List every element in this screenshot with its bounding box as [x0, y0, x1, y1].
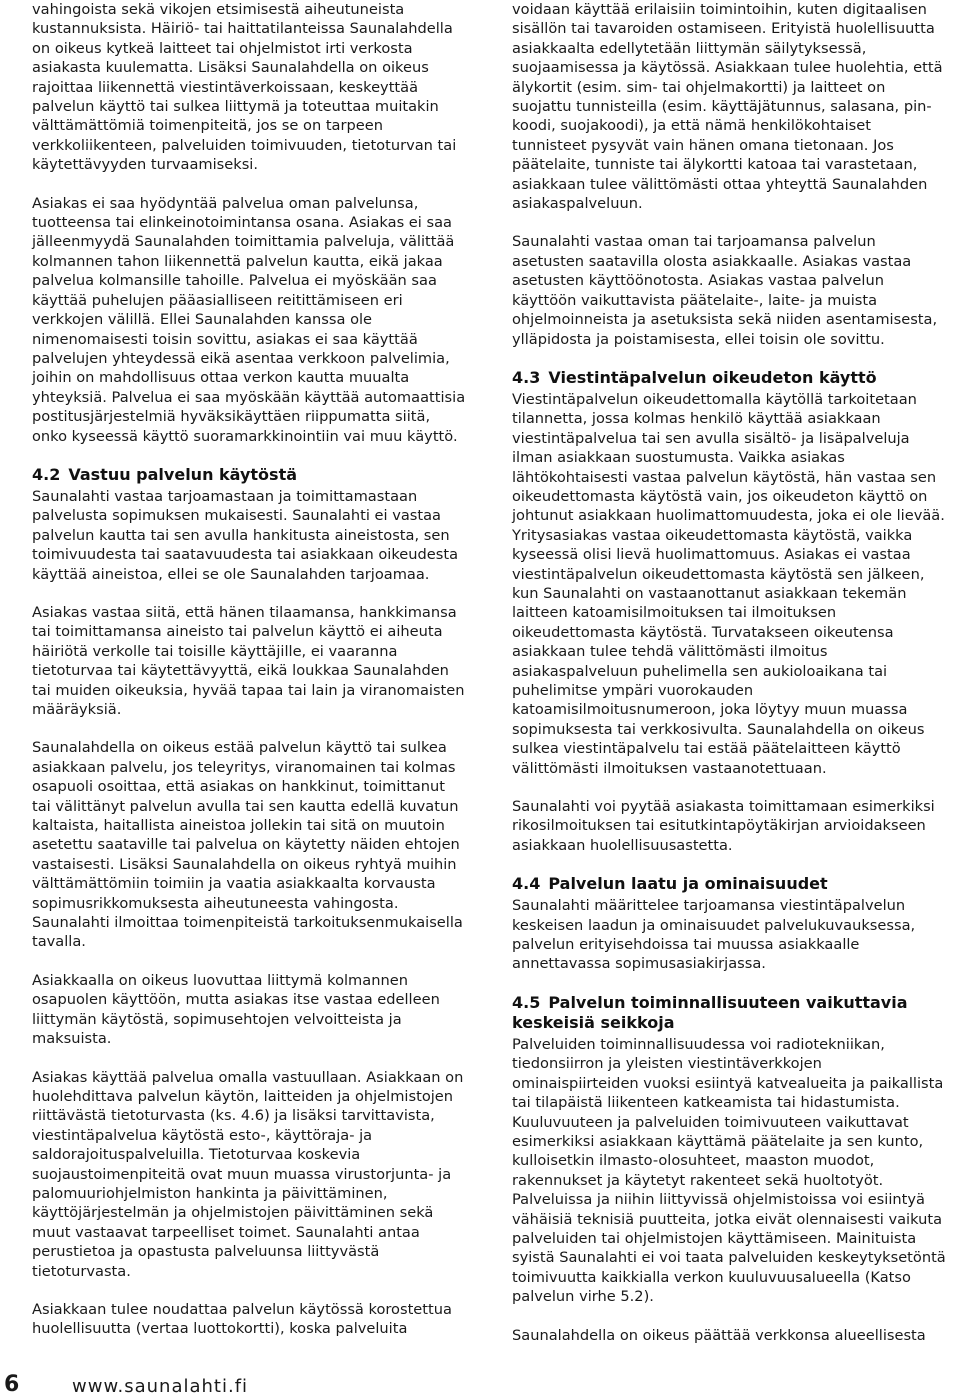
section-title: Palvelun toiminnallisuuteen vaikuttavia keskeisiä seikkoja — [512, 992, 908, 1032]
body-paragraph: Palveluiden toiminnallisuudessa voi radiotekniikan, tiedonsiirron ja yleisten viestintäverkkojen ominaispiirteiden vuoksi esiintyä katvealueita ja paikallista tai tilapäistä liikenteen katkeamista tai hidastumista. Kuuluvuuteen ja palveluiden toimivuuteen vaikuttavat esimerkiksi asiakkaan käyttämä päätelaite ja sen kunto, kulloisetkin ilmasto-olosuhteet, maaston muodot, rakennukset ja käytetyt rakenteet sekä huoltotyöt. Palveluissa ja niihin liittyvissä ohjelmistoissa voi esiintyä vähäisiä teknisiä puutteita, jotka eivät olennaisesti vaikuta palveluiden tai ohjelmistojen käyttämiseen. Mainituista syistä Saunalahti ei voi taata palveluiden keskeytyksetöntä toimivuutta kaikkialla verkon kuuluvuusalueella (Katso palvelun virhe 5.2). — [512, 1035, 946, 1306]
section-title: Palvelun laatu ja ominaisuudet — [548, 874, 828, 894]
body-paragraph: Asiakas ei saa hyödyntää palvelua oman palvelunsa, tuotteensa tai elinkeinotoimintansa osana. Asiakas ei saa jälleenmyydä Saunalahden toimittamia palveluja, välittää kolmannen tahon liikennettä palvelun kautta, eikä jakaa palvelua kolmansille tahoille. Palvelua ei myöskään saa käyttää puhelujen pääasialliseen reitittämiseen eri verkkojen välillä. Ellei Saunalahden kanssa ole nimenomaisesti toisin sovittu, asiakas ei saa käyttää palvelujen yhteydessä eikä asentaa verkkoon palvelimia, joihin on mahdollisuus ottaa verkon kautta muualta yhteyksiä. Palvelua ei saa myöskään käyttää automaattisia postitusjärjestelmiä hyväksikäyttäen riippumatta siitä, onko kyseessä käyttö suoramarkkinointiin vai muu käyttö. — [32, 194, 466, 445]
section-number: 4.5 — [512, 992, 541, 1012]
section-number: 4.2 — [32, 464, 61, 484]
section-number: 4.3 — [512, 367, 541, 387]
section-title: Vastuu palvelun käytöstä — [68, 464, 298, 484]
right-column — [512, 0, 948, 1364]
section-heading — [32, 465, 468, 485]
page-number: 6 — [4, 1372, 20, 1397]
section-number: 4.4 — [512, 874, 541, 894]
body-paragraph: vahingoista sekä vikojen etsimisestä aiheutuneista kustannuksista. Häiriö- tai haittatilanteissa Saunalahdella on oikeus kytkeä laitteet tai ohjelmistot irti verkosta asiakasta kuulematta. Lisäksi Saunalahdella on oikeus rajoittaa liikennettä viestintäverkoissaan, keskeyttää palvelun käyttö tai sulkea liittymä ja toteuttaa muitakin välttämättömiä toimenpiteitä, jos se on tarpeen verkkoliikenteen, palveluiden toimivuuden, tietoturvan tai käytettävyyden turvaamiseksi. — [32, 1, 457, 174]
body-paragraph: Saunalahdella on oikeus päättää verkkonsa alueellisesta — [512, 1326, 926, 1344]
body-paragraph: Asiakkaalla on oikeus luovuttaa liittymä kolmannen osapuolen käyttöön, mutta asiakas itse vastaa edelleen liittymän käytöstä, sopimusehtojen velvoitteista ja maksuista. — [32, 971, 440, 1048]
body-paragraph: Saunalahti voi pyytää asiakasta toimittamaan esimerkiksi rikosilmoituksen tai esitutkintapöytäkirjan arvioidakseen asiakkaan huolellisuusastetta. — [512, 798, 935, 854]
section-heading — [512, 993, 948, 1033]
body-paragraph: Saunalahti vastaa oman tai tarjoamansa palvelun asetusten saatavilla olosta asiakkaalle. Asiakas vastaa asetusten käyttöönotosta. Asiakas vastaa palvelun käyttöön vaikuttavista päätelaite-, laite- ja muista ohjelmoinneista ja asetuksista sekä niiden asentamisesta, ylläpidosta ja poistamisesta, ellei toisin ole sovittu. — [512, 233, 938, 348]
body-paragraph: Asiakas käyttää palvelua omalla vastuullaan. Asiakkaan on huolehdittava palvelun käytön, laitteiden ja ohjelmistojen riittävästä tietoturvasta (ks. 4.6) ja lisäksi tarvittavista, viestintäpalvelua käytöstä esto-, käyttöraja- ja saldorajoituspalveluilla. Tietoturvaa koskevia suojaustoimenpiteitä ovat muun muassa virustorjunta- ja palomuuriohjelmiston hankinta ja päivittäminen, käyttöjärjestelmän ja ohjelmistojen päivittäminen sekä muut vastaavat tarpeelliset toimet. Saunalahti antaa perustietoa ja opastusta palveluunsa liittyvästä tietoturvasta. — [32, 1068, 464, 1280]
section-heading — [512, 368, 948, 388]
body-paragraph: Saunalahti määrittelee tarjoamansa viestintäpalvelun keskeisen laadun ja ominaisuudet palvelukuvauksessa, palvelun erityisehdoissa tai muussa asiakkaalle annettavassa sopimusasiakirjassa. — [512, 897, 916, 973]
body-paragraph: Asiakas vastaa siitä, että hänen tilaamansa, hankkimansa tai toimittamansa aineisto tai palvelun käyttö ei aiheuta häiriötä verkolle tai toisille käyttäjille, ei vaaranna tietoturvaa tai käytettävyyttä, eikä loukkaa Saunalahden tai muiden oikeuksia, hyvää tapaa tai lain ja viranomaisten määräyksiä. — [32, 603, 465, 718]
body-paragraph: Asiakkaan tulee noudattaa palvelun käytössä korostettua huolellisuutta (vertaa luottokortti), koska palveluita — [32, 1300, 452, 1338]
body-paragraph: Viestintäpalvelun oikeudettomalla käytöllä tarkoitetaan tilannetta, jossa kolmas henkilö käyttää asiakkaan viestintäpalvelua tai sen avulla sisältö- ja lisäpalveluja ilman asiakkaan suostumusta. Vaikka asiakas lähtökohtaisesti vastaa palvelun käytöstä, hän vastaa sen oikeudettomasta käytöstä vain, jos oikeudeton käyttö on johtunut asiakkaan huolimattomuudesta, joka ei ole lievää. Yritysasiakas vastaa oikeudettomasta käytöstä, vaikka kyseessä olisi lievä huolimattomuus. Asiakas ei vastaa viestintäpalvelun oikeudettomasta käytöstä sen jälkeen, kun Saunalahti on vastaanottanut asiakkaan tekemän laitteen katoamisilmoituksen tai ilmoituksen oikeudettomasta käytöstä. Turvatakseen oikeutensa asiakkaan tulee tehdä välittömästi ilmoitus asiakaspalveluun puhelimella sen aukioloaikana tai puhelimitse ympäri vuorokauden katoamisilmoitusnumeroon, joka löytyy muun muassa sopimuksesta tai verkkosivulta. Saunalahdella on oikeus sulkea viestintäpalvelu tai estää päätelaitteen käyttö välittömästi ilmoituksen vastaanotettuaan. — [512, 390, 945, 777]
body-paragraph: Saunalahti vastaa tarjoamastaan ja toimittamastaan palvelusta sopimuksen mukaisesti. Saunalahti ei vastaa palvelun kautta tai sen avulla hankitusta aineistosta, sen toimivuudesta tai saatavuudesta tai asiakkaan oikeudesta käyttää aineistoa, ellei se ole Saunalahden tarjoamaa. — [32, 487, 459, 583]
section-heading — [512, 874, 948, 894]
body-paragraph: voidaan käyttää erilaisiin toimintoihin, kuten digitaalisen sisällön tai tavaroiden ostamiseen. Erityistä huolellisuutta asiakkaalta edellytetään liittymän säilytyksessä, suojaamisessa ja käytössä. Asiakkaan tulee huolehtia, että älykortit (esim. sim- tai ohjelmakortti) ja laitteet on suojattu tunnisteilla (esim. käyttäjätunnus, salasana, pin-koodi, suojakoodi), ja että nämä henkilökohtaiset tunnisteet pysyvät vain hänen omana tietonaan. Jos päätelaite, tunniste tai älykortti katoaa tai varastetaan, asiakkaan tulee välittömästi ottaa yhteyttä Saunalahden asiakaspalveluun. — [512, 1, 943, 213]
site-url: www.saunalahti.fi — [72, 1376, 249, 1397]
body-paragraph: Saunalahdella on oikeus estää palvelun käyttö tai sulkea asiakkaan palvelu, jos teleyritys, viranomainen tai kolmas osapuoli osoittaa, että asiakas on hankkinut, toimittanut tai välittänyt palvelun avulla tai sen kautta edellä kuvatun kaltaista, haitallista aineistoa jollekin tai sitä on muutoin asetettu saataville tai palvelua on käytetty näiden ehtojen vastaisesti. Lisäksi Saunalahdella on oikeus ryhtyä muihin välttämättömiin toimiin ja vaatia asiakkaalta korvausta sopimusrikkomuksesta aiheutuneesta vahingosta. Saunalahti ilmoittaa toimenpiteistä tarkoituksenmukaisella tavalla. — [32, 739, 463, 951]
left-column — [32, 0, 468, 1358]
section-title: Viestintäpalvelun oikeudeton käyttö — [548, 367, 877, 387]
